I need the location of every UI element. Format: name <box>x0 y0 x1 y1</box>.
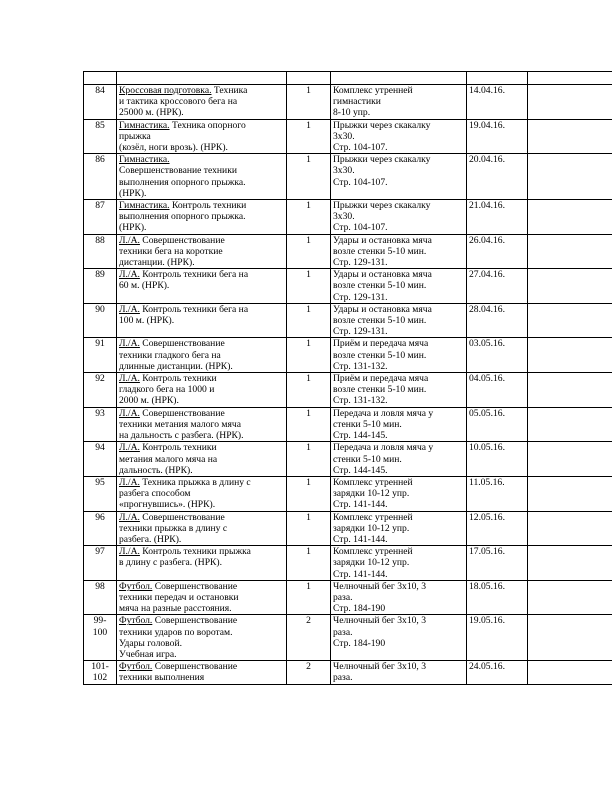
table-row <box>84 338 612 373</box>
lesson-topic-cell <box>117 373 287 408</box>
extra-cell <box>528 546 612 581</box>
extra-cell <box>528 234 612 269</box>
extra-cell <box>528 85 612 120</box>
section-name: Л./А. <box>119 234 140 246</box>
table-row <box>84 511 612 546</box>
lesson-plan-body <box>84 72 612 685</box>
date-cell: 21.04.16. <box>467 200 528 235</box>
lesson-topic-cell <box>117 407 287 442</box>
header-cell <box>84 72 117 85</box>
extra-cell <box>528 119 612 154</box>
hours-cell: 1 <box>287 269 331 304</box>
date-cell: 19.04.16. <box>467 119 528 154</box>
hours-cell: 1 <box>287 154 331 200</box>
date-cell: 04.05.16. <box>467 373 528 408</box>
lesson-number-cell: 94 <box>84 442 117 477</box>
homework-cell: Удары и остановка мяча возле стенки 5-10 мин. Стр. 129-131. <box>331 303 467 338</box>
lesson-topic-text: Техника прыжка в длину с разбега способом «прогнувшись». (НРК). <box>119 476 251 511</box>
table-row <box>84 303 612 338</box>
section-name: Л./А. <box>119 476 140 488</box>
lesson-topic-text: Контроль техники метания малого мяча на дальность. (НРК). <box>119 442 218 476</box>
section-name: Л./А. <box>119 303 140 315</box>
header-cell <box>287 72 331 85</box>
lesson-topic-text: Совершенствование техники гладкого бега на длинные дистанции. (НРК). <box>119 338 233 372</box>
lesson-topic-text: Совершенствование техники выполнения опорного прыжка. (НРК). <box>119 165 246 199</box>
lesson-topic-text: Совершенствование техники бега на короткие дистанции. (НРК). <box>119 234 225 269</box>
lesson-topic-text: Контроль техники прыжка в длину с разбега. (НРК). <box>119 546 251 569</box>
hours-cell: 1 <box>287 580 331 615</box>
header-cell <box>331 72 467 85</box>
homework-cell: Комплекс утренней зарядки 10-12 упр. Стр. 141-144. <box>331 476 467 511</box>
lesson-topic-cell <box>117 511 287 546</box>
homework-cell: Челночный бег 3х10, 3 раза. Стр. 184-190 <box>331 580 467 615</box>
lesson-topic-cell <box>117 269 287 304</box>
hours-cell: 1 <box>287 442 331 477</box>
lesson-topic-text: Контроль техники выполнения опорного прыжка. (НРК). <box>119 200 247 234</box>
table-row <box>84 234 612 269</box>
lesson-topic-text: Совершенствование техники прыжка в длину с разбега. (НРК). <box>119 511 228 545</box>
table-row <box>84 476 612 511</box>
date-cell: 17.05.16. <box>467 546 528 581</box>
date-cell: 24.05.16. <box>467 661 528 684</box>
section-name: Л./А. <box>119 269 140 281</box>
homework-cell: Комплекс утренней зарядки 10-12 упр. Стр. 141-144. <box>331 511 467 546</box>
section-name: Гимнастика. <box>119 154 170 166</box>
lesson-topic-text: Техника опорного прыжка (козёл, ноги врозь). (НРК). <box>119 119 246 154</box>
lesson-number-cell: 84 <box>84 85 117 120</box>
lesson-plan-table <box>83 71 612 685</box>
extra-cell <box>528 407 612 442</box>
date-cell: 05.05.16. <box>467 407 528 442</box>
table-row <box>84 580 612 615</box>
section-name: Гимнастика. <box>119 119 170 131</box>
lesson-topic-cell <box>117 615 287 661</box>
section-name: Л./А. <box>119 338 140 350</box>
homework-cell: Челночный бег 3х10, 3 раза. Стр. 184-190 <box>331 615 467 661</box>
section-name: Гимнастика. <box>119 200 170 212</box>
extra-cell <box>528 580 612 615</box>
homework-cell: Прыжки через скакалку 3х30. Стр. 104-107. <box>331 154 467 200</box>
lesson-topic-cell <box>117 303 287 338</box>
header-row <box>84 72 612 85</box>
lesson-topic-cell <box>117 580 287 615</box>
lesson-number-cell: 98 <box>84 580 117 615</box>
homework-cell: Прыжки через скакалку 3х30. Стр. 104-107. <box>331 200 467 235</box>
hours-cell: 2 <box>287 661 331 684</box>
hours-cell: 2 <box>287 615 331 661</box>
homework-cell: Передача и ловля мяча у стенки 5-10 мин. Стр. 144-145. <box>331 407 467 442</box>
date-cell: 12.05.16. <box>467 511 528 546</box>
homework-cell: Прыжки через скакалку 3х30. Стр. 104-107. <box>331 119 467 154</box>
hours-cell: 1 <box>287 373 331 408</box>
extra-cell <box>528 615 612 661</box>
lesson-number-cell: 96 <box>84 511 117 546</box>
homework-cell: Передача и ловля мяча у стенки 5-10 мин. Стр. 144-145. <box>331 442 467 477</box>
lesson-number-cell: 92 <box>84 373 117 408</box>
header-cell <box>467 72 528 85</box>
extra-cell <box>528 303 612 338</box>
lesson-topic-cell <box>117 85 287 120</box>
extra-cell <box>528 511 612 546</box>
lesson-topic-text: Контроль техники гладкого бега на 1000 и 2000 м. (НРК). <box>119 373 217 407</box>
lesson-number-cell: 101- 102 <box>84 661 117 684</box>
table-row <box>84 661 612 684</box>
lesson-topic-text: Техника и тактика кроссового бега на 25000 м. (НРК). <box>119 85 248 119</box>
table-row <box>84 546 612 581</box>
table-row <box>84 85 612 120</box>
hours-cell: 1 <box>287 85 331 120</box>
hours-cell: 1 <box>287 303 331 338</box>
lesson-topic-text: Контроль техники бега на 100 м. (НРК). <box>119 303 249 327</box>
table-row <box>84 154 612 200</box>
hours-cell: 1 <box>287 119 331 154</box>
section-name: Футбол. <box>119 580 153 592</box>
lesson-number-cell: 86 <box>84 154 117 200</box>
section-name: Л./А. <box>119 407 140 419</box>
section-name: Л./А. <box>119 511 140 523</box>
lesson-topic-cell <box>117 200 287 235</box>
date-cell: 11.05.16. <box>467 476 528 511</box>
lesson-topic-text: Совершенствование техники передач и остановки мяча на разные расстояния. <box>119 580 239 615</box>
hours-cell: 1 <box>287 338 331 373</box>
section-name: Л./А. <box>119 546 140 558</box>
homework-cell: Удары и остановка мяча возле стенки 5-10 мин. Стр. 129-131. <box>331 269 467 304</box>
homework-cell: Удары и остановка мяча возле стенки 5-10 мин. Стр. 129-131. <box>331 234 467 269</box>
lesson-number-cell: 99- 100 <box>84 615 117 661</box>
homework-cell: Челночный бег 3х10, 3 раза. <box>331 661 467 684</box>
header-cell <box>528 72 612 85</box>
lesson-topic-cell <box>117 338 287 373</box>
date-cell: 10.05.16. <box>467 442 528 477</box>
section-name: Футбол. <box>119 661 153 673</box>
hours-cell: 1 <box>287 476 331 511</box>
extra-cell <box>528 442 612 477</box>
date-cell: 19.05.16. <box>467 615 528 661</box>
table-row <box>84 119 612 154</box>
section-name: Л./А. <box>119 442 140 454</box>
hours-cell: 1 <box>287 407 331 442</box>
section-name: Л./А. <box>119 373 140 385</box>
lesson-topic-cell <box>117 119 287 154</box>
hours-cell: 1 <box>287 546 331 581</box>
lesson-number-cell: 90 <box>84 303 117 338</box>
lesson-number-cell: 95 <box>84 476 117 511</box>
section-name: Кроссовая подготовка. <box>119 85 212 96</box>
date-cell: 03.05.16. <box>467 338 528 373</box>
extra-cell <box>528 338 612 373</box>
extra-cell <box>528 373 612 408</box>
date-cell: 28.04.16. <box>467 303 528 338</box>
lesson-number-cell: 97 <box>84 546 117 581</box>
lesson-topic-cell <box>117 661 287 684</box>
lesson-topic-text: Совершенствование техники метания малого мяча на дальность с разбега. (НРК). <box>119 407 244 442</box>
extra-cell <box>528 154 612 200</box>
lesson-topic-text: Совершенствование техники выполнения <box>119 661 238 684</box>
date-cell: 20.04.16. <box>467 154 528 200</box>
extra-cell <box>528 200 612 235</box>
header-cell <box>117 72 287 85</box>
homework-cell: Приём и передача мяча возле стенки 5-10 мин. Стр. 131-132. <box>331 338 467 373</box>
table-row <box>84 407 612 442</box>
extra-cell <box>528 476 612 511</box>
lesson-number-cell: 89 <box>84 269 117 304</box>
lesson-number-cell: 88 <box>84 234 117 269</box>
table-row <box>84 615 612 661</box>
hours-cell: 1 <box>287 200 331 235</box>
homework-cell: Комплекс утренней гимнастики 8-10 упр. <box>331 85 467 120</box>
homework-cell: Приём и передача мяча возле стенки 5-10 мин. Стр. 131-132. <box>331 373 467 408</box>
hours-cell: 1 <box>287 234 331 269</box>
date-cell: 14.04.16. <box>467 85 528 120</box>
lesson-number-cell: 93 <box>84 407 117 442</box>
lesson-topic-text: Совершенствование техники ударов по воротам. Удары головой. Учебная игра. <box>119 615 238 660</box>
date-cell: 27.04.16. <box>467 269 528 304</box>
lesson-number-cell: 87 <box>84 200 117 235</box>
lesson-topic-cell <box>117 546 287 581</box>
section-name: Футбол. <box>119 615 153 627</box>
homework-cell: Комплекс утренней зарядки 10-12 упр. Стр. 141-144. <box>331 546 467 581</box>
lesson-number-cell: 91 <box>84 338 117 373</box>
date-cell: 26.04.16. <box>467 234 528 269</box>
date-cell: 18.05.16. <box>467 580 528 615</box>
extra-cell <box>528 661 612 684</box>
lesson-topic-cell <box>117 476 287 511</box>
extra-cell <box>528 269 612 304</box>
table-row <box>84 200 612 235</box>
lesson-topic-text: Контроль техники бега на 60 м. (НРК). <box>119 269 249 292</box>
table-row <box>84 373 612 408</box>
lesson-topic-cell <box>117 234 287 269</box>
lesson-number-cell: 85 <box>84 119 117 154</box>
table-row <box>84 269 612 304</box>
hours-cell: 1 <box>287 511 331 546</box>
lesson-topic-cell <box>117 154 287 200</box>
table-row <box>84 442 612 477</box>
lesson-topic-cell <box>117 442 287 477</box>
